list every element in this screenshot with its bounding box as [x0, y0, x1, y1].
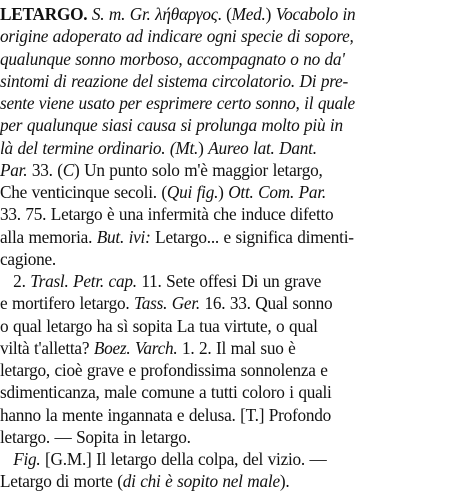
entry-text-run: Fig. — [13, 449, 41, 469]
entry-text-run: Vocabolo in — [275, 4, 356, 24]
entry-text-run: λήθαργος — [155, 4, 218, 24]
entry-line — [0, 337, 458, 360]
entry-text-run: ) — [265, 4, 276, 24]
entry-text-run: qualunque sonno morboso, accompagnato o no da' — [0, 48, 345, 69]
entry-text-run: [G.M.] Il letargo della colpa, del vizio. — — [40, 449, 327, 469]
entry-text-run: Trasl. Petr. cap. — [30, 271, 137, 291]
entry-text-run: 33. 75. Letargo è una infermità che induce difetto — [0, 204, 334, 225]
entry-line — [0, 137, 458, 160]
entry-text-run: 2. — [0, 271, 31, 291]
entry-text-run: 11. Sete offesi Di un grave — [136, 271, 322, 291]
entry-text-run: sintomi di reazione del sistema circolatorio. Di pre- — [0, 70, 348, 91]
entry-text-run: e mortifero letargo. — [0, 293, 134, 314]
entry-text-run: But. ivi: — [96, 226, 151, 247]
entry-text-run: viltà t'alletta? — [0, 337, 94, 358]
entry-text-run: ). — [279, 471, 290, 492]
entry-text-run: per qualunque siasi causa si prolunga molto più in — [0, 115, 343, 136]
entry-text-run: Mt. — [175, 137, 199, 158]
entry-line — [0, 448, 458, 471]
entry-text-run: alla memoria. — [0, 226, 97, 247]
entry-text-run: ) Un punto solo m'è maggior letargo, — [74, 159, 323, 180]
headword: LETARGO. — [0, 4, 88, 24]
entry-text-run: là del termine ordinario. ( — [0, 137, 176, 158]
entry-text-run: Ott. Com. Par. — [228, 182, 326, 202]
entry-text-run: cagione. — [0, 248, 57, 269]
entry-text-run: 1. 2. Il mal suo è — [177, 337, 296, 358]
entry-text-run: Boez. Varch. — [93, 337, 178, 358]
entry-text-run: letargo. — Sopita in letargo. — [0, 426, 191, 447]
entry-line — [0, 25, 458, 48]
entry-text-run: Med. — [231, 4, 266, 24]
entry-text-run: Tass. Ger. — [133, 293, 200, 314]
entry-text-run: Par. — [0, 159, 28, 180]
entry-line — [0, 381, 458, 404]
entry-line — [0, 292, 458, 315]
entry-text-run: Letargo di morte ( — [0, 471, 123, 492]
entry-text-run: Letargo... e significa dimenti- — [150, 226, 354, 247]
entry-text-run — [0, 449, 13, 469]
entry-text-run: hanno la mente ingannata e delusa. [ — [0, 404, 246, 425]
entry-text-run: ) — [218, 182, 229, 202]
entry-line — [0, 114, 458, 137]
entry-text-run: T. — [245, 404, 259, 425]
entry-text-run: di chi è sopito nel male — [122, 471, 280, 492]
entry-text-run: Aureo lat. Dant. — [208, 137, 317, 158]
entry-text-run: sdimenticanza, male comune a tutti coloro i quali — [0, 382, 332, 403]
entry-text-run: o qual letargo ha sì sopita La tua virtute, o qual — [0, 315, 318, 336]
entry-line — [0, 359, 458, 382]
entry-line — [0, 248, 458, 271]
entry-line — [0, 203, 458, 226]
entry-text-run: Qui fig. — [166, 182, 219, 202]
entry-line — [0, 70, 458, 93]
entry-text-run: sente viene usato per esprimere certo sonno, il quale — [0, 93, 355, 113]
entry-line — [0, 181, 458, 204]
entry-text-run: Che venticinque secoli. ( — [0, 182, 167, 202]
entry-line — [0, 404, 458, 427]
entry-line — [0, 270, 458, 293]
entry-line — [0, 426, 458, 449]
entry-text-run: origine adoperato ad indicare ogni specie di sopore, — [0, 26, 354, 47]
entry-text-run: ) — [198, 137, 209, 158]
entry-line — [0, 159, 458, 182]
entry-text-run: S. m. Gr. — [87, 4, 156, 24]
entry-line — [0, 226, 458, 249]
entry-text-run: ] Profondo — [258, 404, 332, 425]
entry-line — [0, 92, 458, 115]
entry-text-run: letargo, cioè grave e profondissima sonnolenza e — [0, 360, 328, 380]
entry-text-run: 16. 33. Qual sonno — [199, 293, 333, 314]
entry-text-run: 33. ( — [27, 159, 63, 180]
entry-line — [0, 3, 458, 26]
entry-text-run: . ( — [217, 4, 232, 24]
entry-line — [0, 315, 458, 338]
entry-text-run: C — [62, 159, 75, 180]
entry-line — [0, 470, 458, 493]
entry-line — [0, 48, 458, 71]
